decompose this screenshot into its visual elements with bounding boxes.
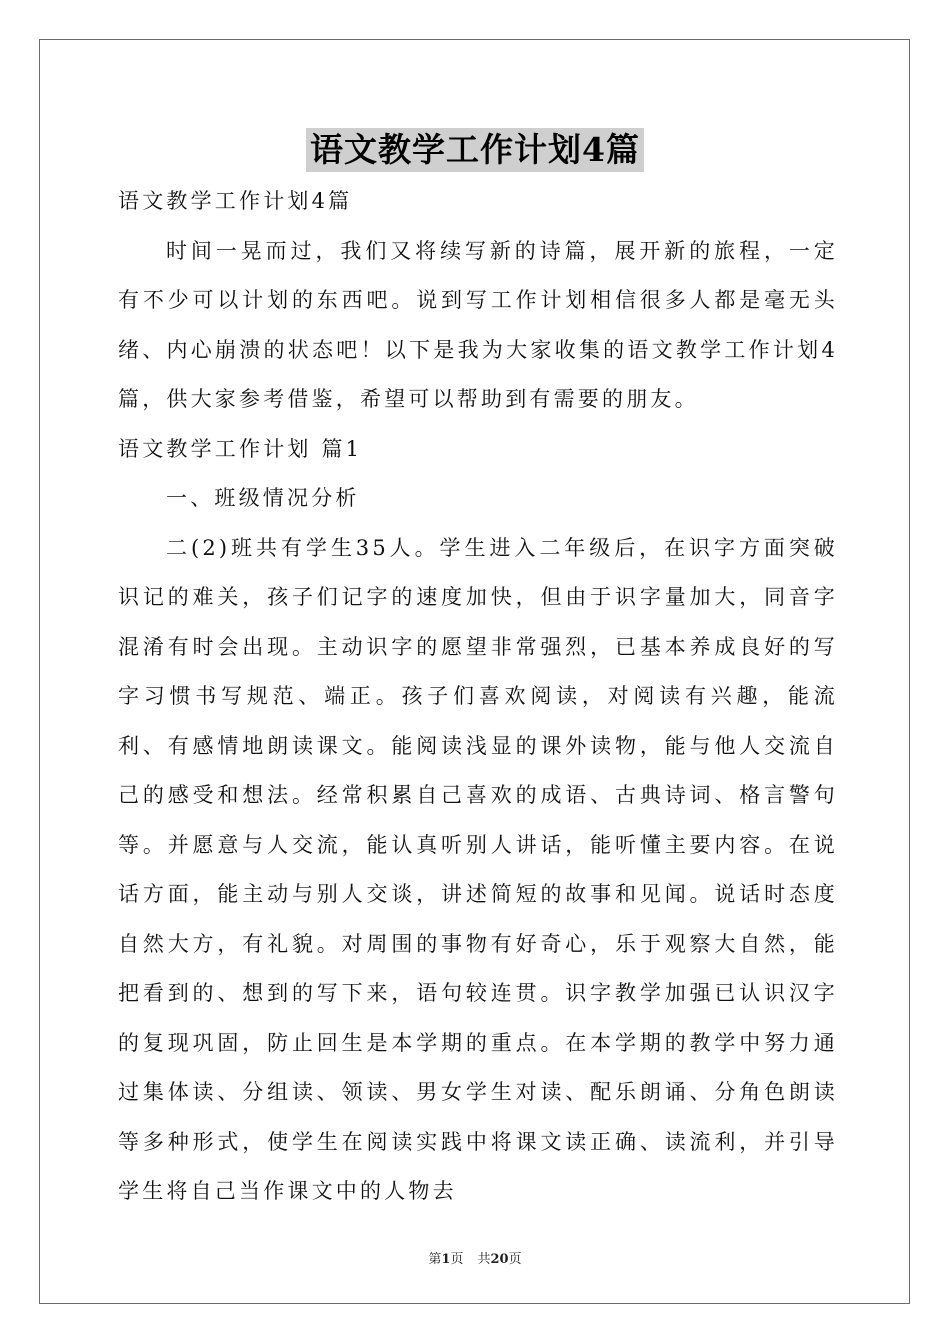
- total-page-count: 20: [490, 1252, 509, 1267]
- sub-heading: 一、班级情况分析: [166, 486, 360, 510]
- page-prefix: 第: [428, 1252, 442, 1267]
- total-suffix: 页: [508, 1252, 522, 1267]
- document-title: 语文教学工作计划4篇: [306, 128, 644, 172]
- body-paragraph: 二(2)班共有学生35人。学生进入二年级后，在识字方面突破识记的难关，孩子们记字的速度加快，但由于识字量加大，同音字混淆有时会出现。主动识字的愿望非常强烈，已基本养成良好的写字习惯书写规范、端正。孩子们喜欢阅读，对阅读有兴趣，能流利、有感情地朗读课文。能阅读浅显的课外读物，能与他人交流自己的感受和想法。经常积累自己喜欢的成语、古典诗词、格言警句等。并愿意与人交流，能认真听别人讲话，能听懂主要内容。在说话方面，能主动与别人交谈，讲述简短的故事和见闻。说话时态度自然大方，有礼貌。对周围的事物有好奇心，乐于观察大自然，能把看到的、想到的写下来，语句较连贯。识字教学加强已认识汉字的复现巩固，防止回生是本学期的重点。在本学期的教学中努力通过集体读、分组读、领读、男女学生对读、配乐朗诵、分角色朗读等多种形式，使学生在阅读实践中将课文读正确、读流利，并引导学生将自己当作课文中的人物去: [118, 535, 838, 1203]
- document-body: [118, 177, 838, 1217]
- page-footer: [0, 1248, 950, 1267]
- section-heading: 语文教学工作计划 篇1: [118, 436, 363, 461]
- total-prefix: 共: [477, 1252, 491, 1267]
- current-page-number: 1: [441, 1252, 451, 1267]
- page-suffix: 页: [450, 1252, 464, 1267]
- title-container: [0, 128, 950, 172]
- document-subtitle: 语文教学工作计划4篇: [118, 189, 353, 213]
- intro-paragraph: 时间一晃而过，我们又将续写新的诗篇，展开新的旅程，一定有不少可以计划的东西吧。说到写工作计划相信很多人都是毫无头绪、内心崩溃的状态吧！以下是我为大家收集的语文教学工作计划4篇，供大家参考借鉴，希望可以帮助到有需要的朋友。: [118, 238, 838, 411]
